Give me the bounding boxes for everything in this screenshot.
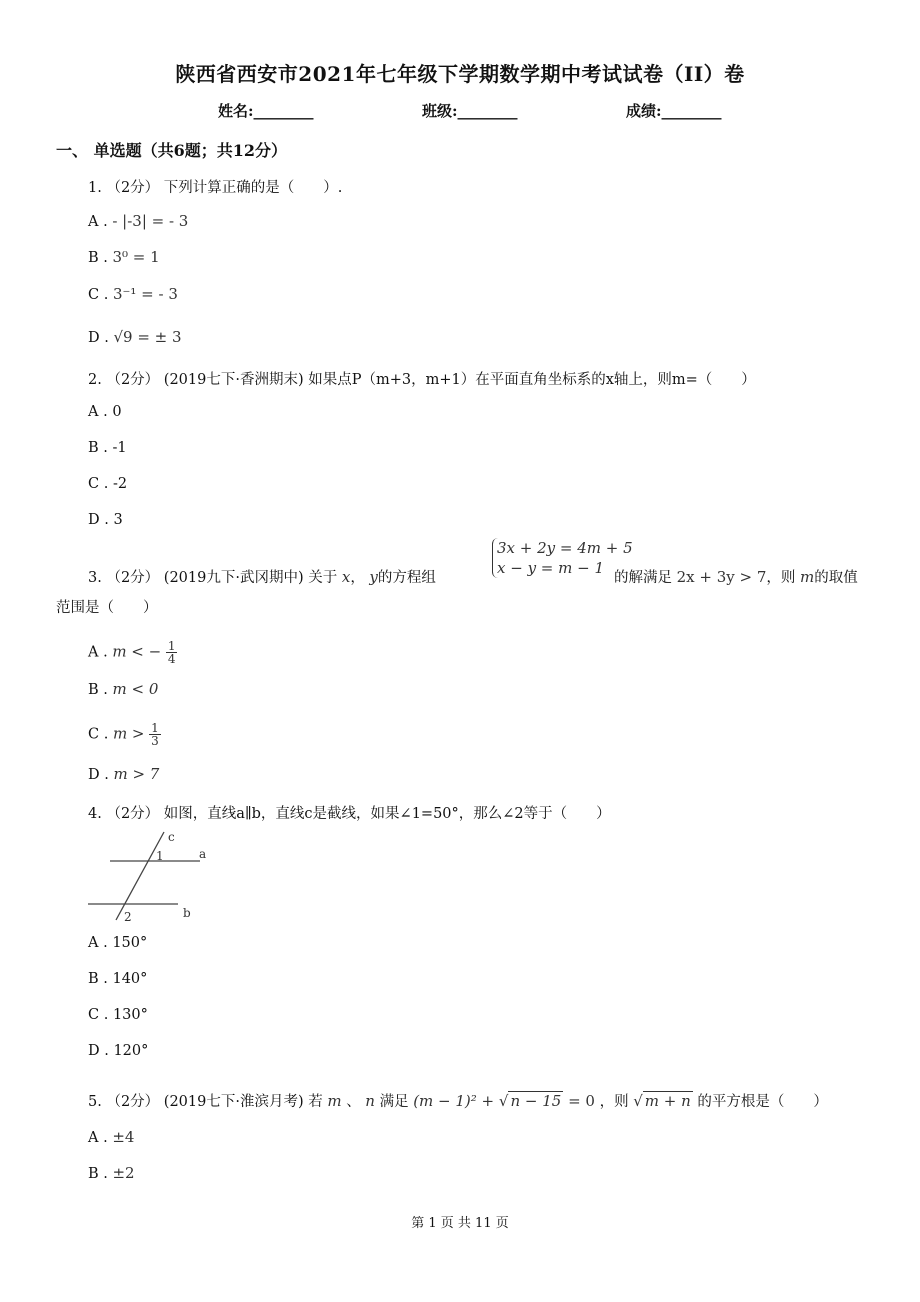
q1-option-c: C . 3⁻¹ = - 3: [88, 285, 178, 303]
page-title: 陕西省西安市2021年七年级下学期数学期中考试试卷（II）卷: [175, 62, 745, 86]
question-text: (2019七下·香洲期末) 如果点P（m+3，m+1）在平面直角坐标系的x轴上，则m=（ ）: [163, 372, 756, 388]
q2-option-c: C . -2: [88, 476, 128, 492]
section-title: 一、 单选题（共6题；共12分）: [56, 141, 287, 160]
page-footer: 第 1 页 共 11 页: [411, 1216, 509, 1231]
q3-option-c: C . m > $\frac{1}{3}$: [88, 721, 159, 748]
question-score: （2分）: [106, 372, 160, 388]
question-text: 下列计算正确的是（ ）.: [163, 180, 343, 196]
q5-option-a: A . ±4: [88, 1128, 135, 1146]
parallel-lines-figure: [86, 828, 216, 928]
question-4: 4. （2分） 如图，直线a∥b，直线c是截线，如果∠1=50°，那么∠2等于（ ）: [88, 806, 611, 822]
class-field: 班级:________: [422, 102, 518, 120]
q3-option-a: A . m < − $\frac{1}{4}$: [88, 639, 176, 666]
question-1: [88, 176, 342, 197]
q2-option-d: D . 3: [88, 512, 123, 528]
question-number: 2.: [88, 372, 102, 388]
question-3-cont: 范围是（ ）: [56, 600, 158, 616]
equation-system: 3x + 2y = 4m + 5 x − y = m − 1: [492, 538, 633, 578]
question-number: 1.: [88, 180, 102, 196]
q1-option-d: D . √9 = ± 3: [88, 328, 182, 346]
q1-option-b: B . 3⁰ = 1: [88, 248, 160, 266]
q4-option-a: A . 150°: [88, 935, 148, 951]
q4-option-d: D . 120°: [88, 1043, 149, 1059]
figure-label-1: 1: [156, 849, 164, 863]
q2-option-b: B . -1: [88, 440, 127, 456]
q4-option-c: C . 130°: [88, 1007, 148, 1023]
name-field: 姓名:________: [218, 102, 314, 120]
q4-option-b: B . 140°: [88, 971, 148, 987]
q5-option-b: B . ±2: [88, 1164, 135, 1182]
q3-option-d: D . m > 7: [88, 765, 160, 783]
question-5: 5. （2分） (2019七下·淮滨月考) 若 m 、 n 满足 (m − 1)² + √ n − 15 = 0 ，则 √ m + n 的平方根是（ ）: [88, 1092, 828, 1110]
score-field: 成绩:________: [626, 102, 722, 120]
figure-label-2: 2: [124, 910, 132, 924]
figure-label-b: b: [183, 906, 191, 920]
question-2: [88, 368, 756, 389]
question-3-tail: 的解满足 2x + 3y > 7，则 m的取值: [614, 568, 858, 586]
question-score: （2分）: [106, 180, 160, 196]
figure-label-a: a: [199, 847, 207, 861]
q1-option-a: A . - |-3| = - 3: [88, 212, 189, 230]
q2-option-a: A . 0: [88, 404, 122, 420]
q3-option-b: B . m < 0: [88, 680, 159, 698]
question-3: 3. （2分） (2019九下·武冈期中) 关于 x， y的方程组: [88, 568, 436, 586]
figure-label-c: c: [168, 830, 175, 844]
